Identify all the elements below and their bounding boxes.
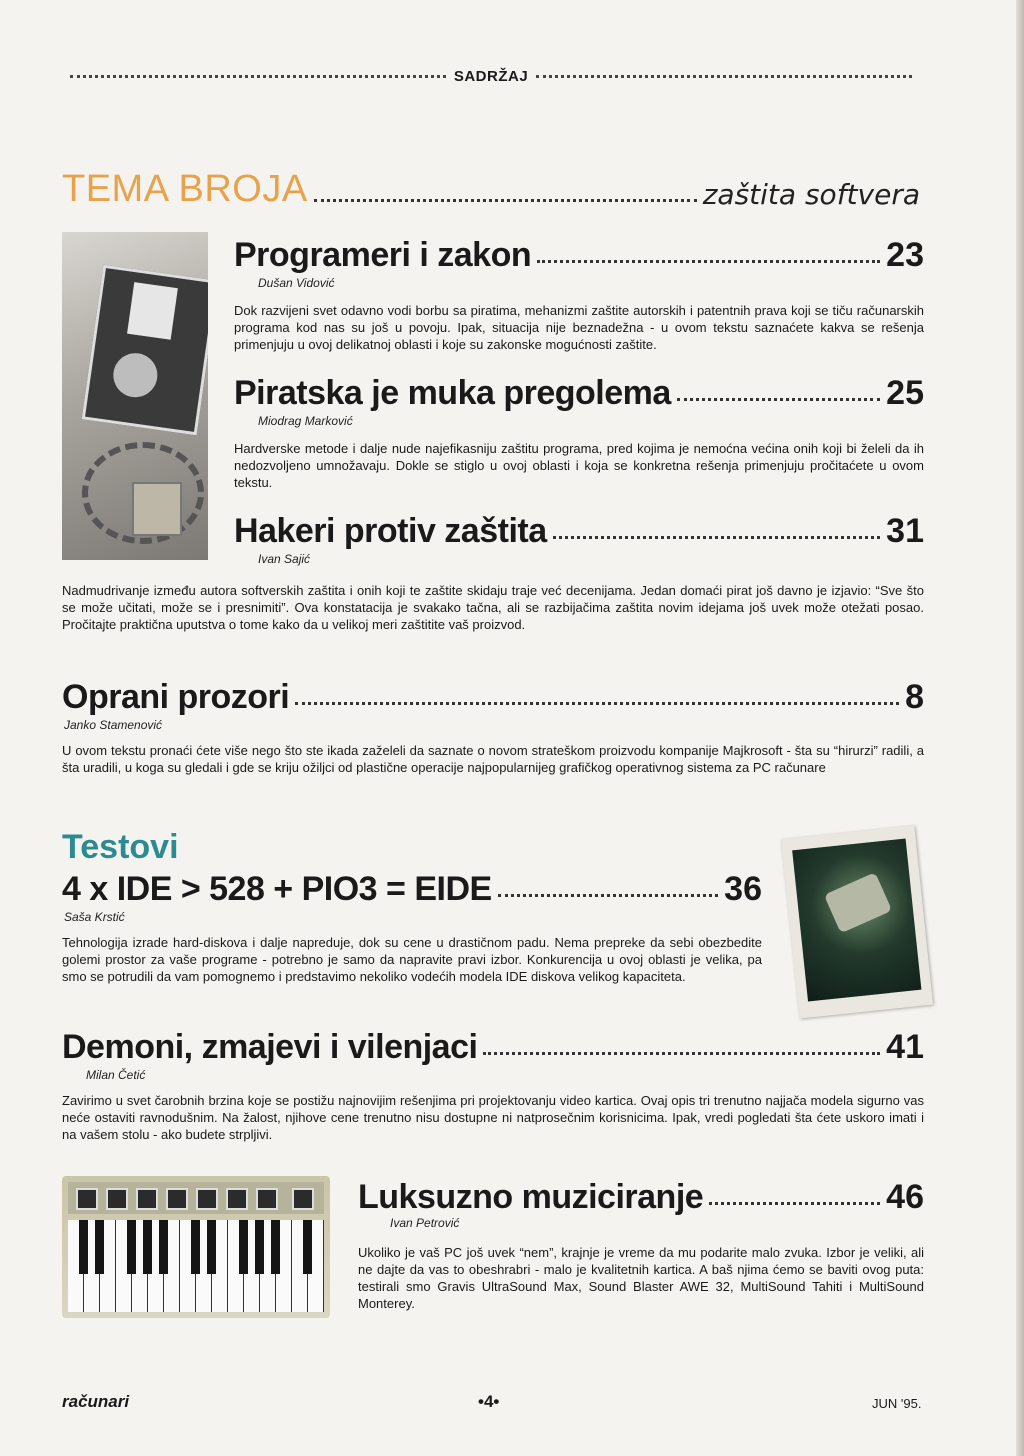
page-edge [1016,0,1024,1456]
article-author: Saša Krstić [64,910,125,924]
article-page-number: 31 [886,512,924,550]
article-author: Dušan Vidović [258,276,335,290]
article-description: Nadmudrivanje između autora softverskih zaštita i onih koji te zaštite skidaju traje već decenijama. Jedan domaći pirat još davno je izjavio: “Sve što se može učitati, može se i presnimiti”. Ova konstatacija je svakako tačna, ali se razbijačima zaštita novim idejama još uvek može otežati posao. Pročitajte praktična uputstva o tome kako da u velikoj meri zaštitite vaš proizvod. [62,583,924,632]
article-page-number: 8 [905,678,924,716]
article-title-row[interactable] [234,376,924,410]
article-page-number: 41 [886,1028,924,1066]
padlock-image [132,482,182,536]
page-number: •4• [478,1392,500,1411]
dot-leader [537,260,880,263]
dot-leader [553,536,881,539]
article-title-row[interactable] [62,1030,924,1064]
article-description: Tehnologija izrade hard-diskova i dalje napreduje, dok su cene u drastičnom padu. Nema prepreke da sebi obezbedite golemi prostor za vaše programe - potrebno je samo da napravite pravi izbor. Konkurencija u ovoj oblasti je velika, pa smo se potrudili da vam pomognemo i predstavimo nekoliko vodećih modela IDE diskova velikog kapaciteta. [62,935,762,984]
article-description: Zavirimo u svet čarobnih brzina koje se postižu najnovijim rešenjima pri projektovanju video kartica. Ovaj opis tri trenutno najjača modela sigurno vas neće ostaviti ravnodušnim. Na žalost, njihove cene trenutno nisu dostupne ni natprosečnim korisnicima. Ipak, vredi pogledati šta ćete uskoro imati i na vašem stolu - ako budete strpljivi. [62,1093,924,1142]
article-entry [234,514,924,566]
article-entry [234,376,924,491]
theme-subtitle: zaštita softvera [702,178,920,211]
article-entry [358,1180,924,1312]
dot-leader [295,702,899,705]
article-author: Ivan Petrović [390,1216,460,1230]
theme-heading [62,168,920,211]
hard-disk-photo [781,825,933,1018]
magazine-brand: računari [62,1392,130,1411]
article-author: Milan Četić [86,1068,146,1082]
article-author: Janko Stamenović [64,718,163,732]
keyboard-photo [62,1176,330,1318]
header-label: SADRŽAJ [453,68,529,85]
article-title-row[interactable] [234,238,924,272]
floppy-disk-image [82,265,208,436]
article-title[interactable]: Demoni, zmajevi i vilenjaci [62,1028,478,1066]
contents-header [62,68,920,85]
article-title-row[interactable] [62,872,762,906]
dot-leader [483,1052,880,1055]
issue-date: JUN '95. [872,1396,922,1411]
theme-title: TEMA BROJA [62,168,308,210]
hard-disk-image [824,872,892,933]
dot-leader [498,894,718,897]
article-page-number: 46 [886,1178,924,1216]
article-entry [62,1030,924,1143]
article-title[interactable]: 4 x IDE > 528 + PIO3 = EIDE [62,870,492,908]
article-title[interactable]: Programeri i zakon [234,236,532,274]
dot-leader [677,398,880,401]
article-title-row[interactable] [234,514,924,548]
article-author: Miodrag Marković [258,414,353,428]
article-description: Dok razvijeni svet odavno vodi borbu sa piratima, mehanizmi zaštite autorskih i patentnih prava koji se tiču računarskih programa kod nas su još u povoju. Ipak, situacija nije beznadežna - u ovom tekstu saznaćete kakva se rešenja primenjuju u ovoj delikatnoj oblasti i koje su zakonske mogućnosti zaštite. [234,303,924,352]
dot-leader [70,75,446,78]
dot-leader [536,75,912,78]
article-title[interactable]: Luksuzno muziciranje [358,1178,704,1216]
article-entry [234,238,924,353]
article-page-number: 36 [724,870,762,908]
dot-leader [314,199,697,202]
floppy-lock-photo [62,232,208,560]
dot-leader [709,1202,880,1205]
article-title[interactable]: Piratska je muka pregolema [234,374,671,412]
article-page-number: 25 [886,374,924,412]
article-entry [62,680,924,776]
article-page-number: 23 [886,236,924,274]
section-title-testovi: Testovi [62,828,179,866]
article-entry [62,872,762,985]
article-title[interactable]: Oprani prozori [62,678,290,716]
article-description: Ukoliko je vaš PC još uvek “nem”, krajnje je vreme da mu podarite malo zvuka. Izbor je veliki, ali ne dajte da vas to obeshrabri - malo je kvalitetnih kartica. A baš njima ćemo se baviti ovog puta: testirali smo Gravis UltraSound Max, Sound Blaster AWE 32, MultiSound Tahiti i MultiSound Monterey. [358,1245,924,1311]
article-title[interactable]: Hakeri protiv zaštita [234,512,547,550]
article-author: Ivan Sajić [258,552,311,566]
article-title-row[interactable] [358,1180,924,1214]
article-description: Hardverske metode i dalje nude najefikasniju zaštitu programa, pred kojima je nemoćna većina onih koji bi želeli da ih nedozvoljeno umnožavaju. Dokle se stiglo u ovoj oblasti i koja se konkretna rešenja primenjuju pročitaćete u ovom tekstu. [234,441,924,490]
article-title-row[interactable] [62,680,924,714]
article-description: U ovom tekstu pronaći ćete više nego što ste ikada zaželeli da saznate o novom strateškom proizvodu kompanije Majkrosoft - šta su “hirurzi” radili, a šta uradili, u koga su gledali i gde se kriju ožiljci od plastične operacije najpopularnijeg grafičkog operativnog sistema za PC računare [62,743,924,775]
